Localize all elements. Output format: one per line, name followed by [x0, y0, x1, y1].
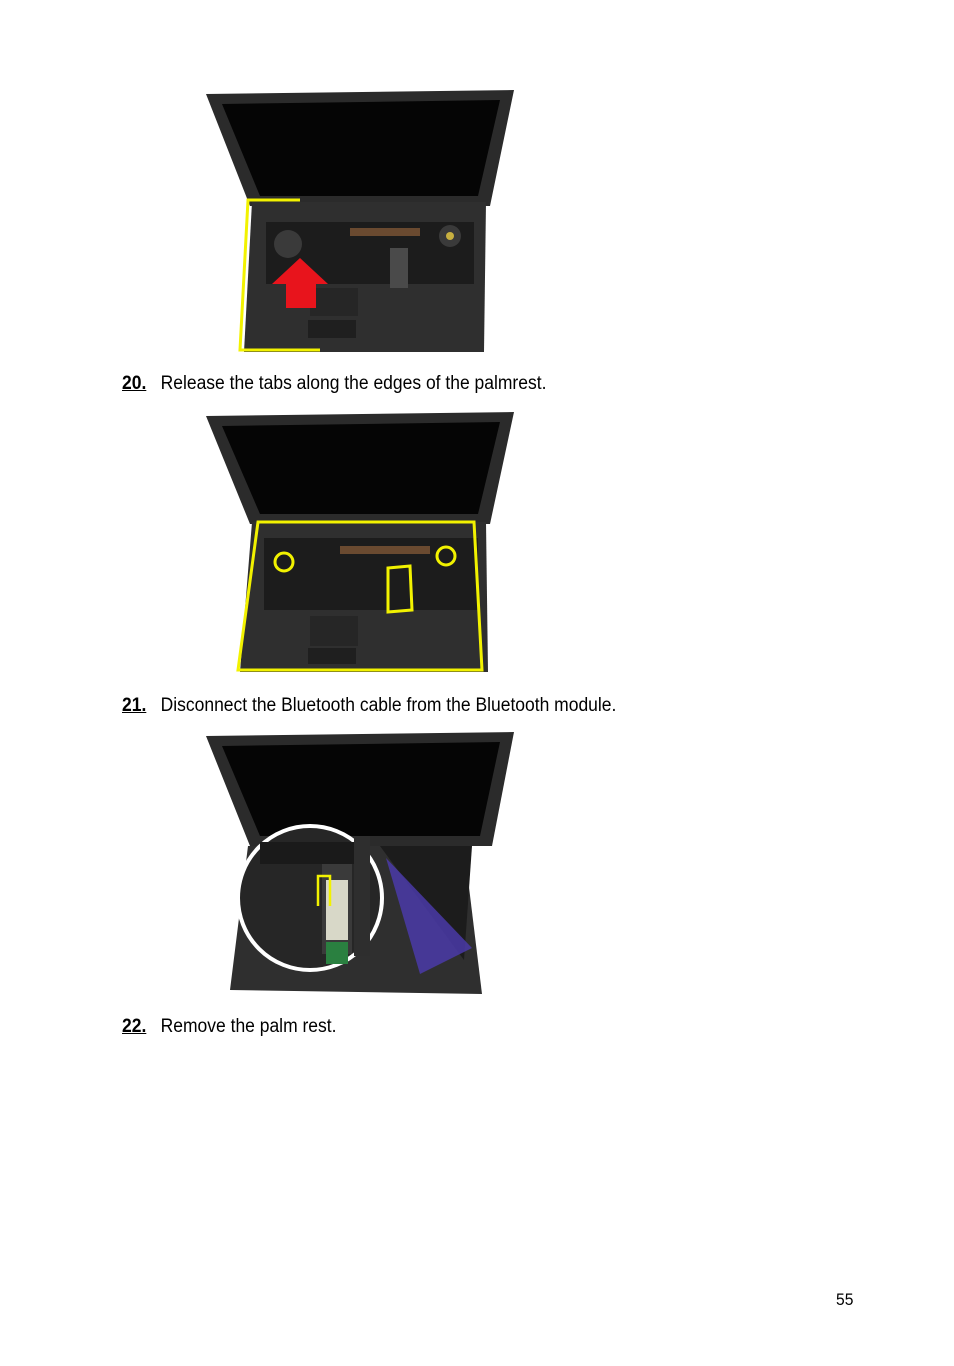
step-text: Release the tabs along the edges of the palmrest.: [160, 373, 547, 394]
step-22: [122, 1016, 336, 1038]
step-20: [122, 373, 546, 395]
step-21: [122, 695, 616, 717]
laptop-figure-arrow: [200, 88, 530, 358]
laptop-figure-outline: [200, 410, 530, 682]
step-number: 20.: [122, 373, 147, 394]
step-text: Disconnect the Bluetooth cable from the Bluetooth module.: [160, 695, 617, 716]
page-number: 55: [836, 1290, 854, 1309]
laptop-figure-callout: [200, 730, 530, 1000]
step-text: Remove the palm rest.: [160, 1016, 337, 1037]
step-number: 22.: [122, 1016, 147, 1037]
step-number: 21.: [122, 695, 147, 716]
